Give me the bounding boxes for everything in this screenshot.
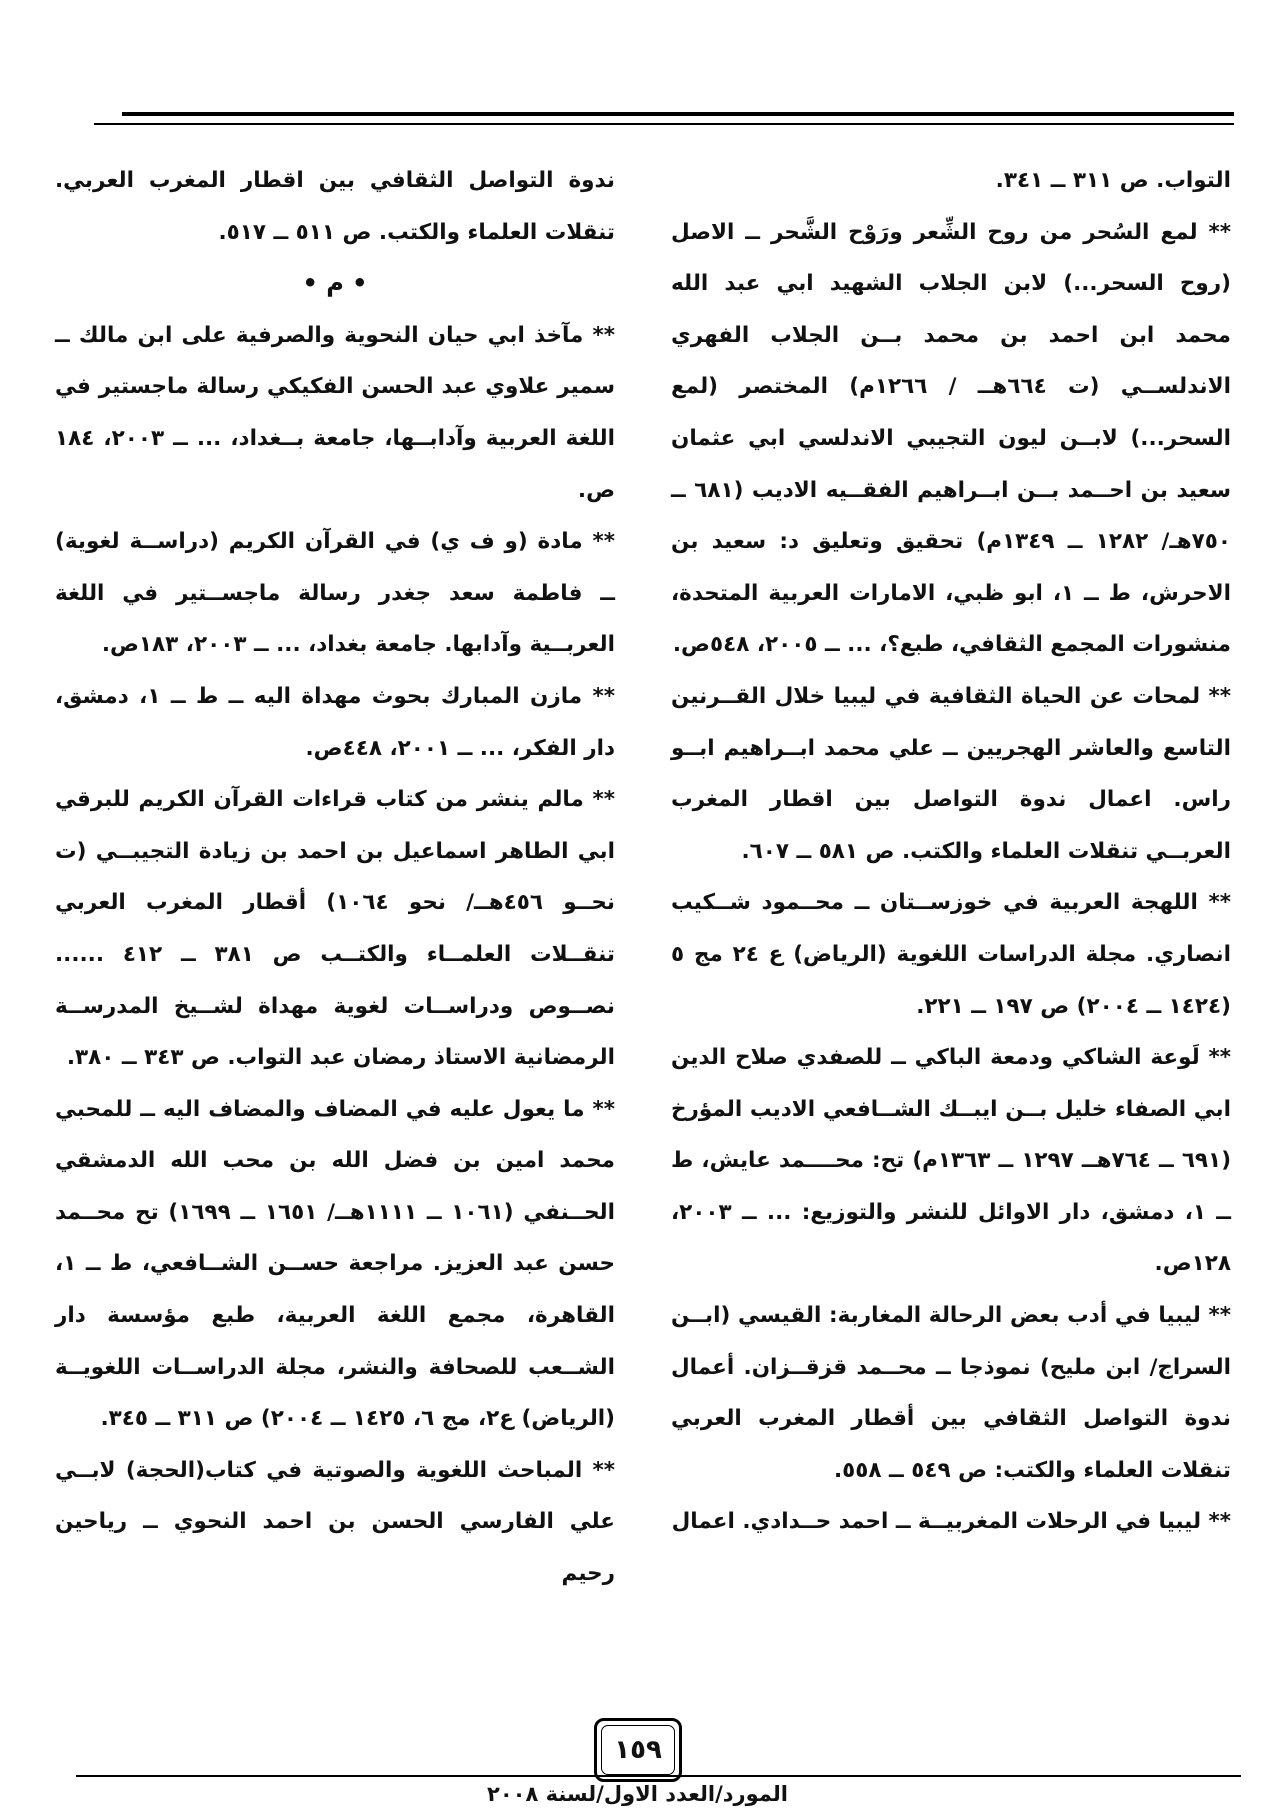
letter-heading: • م •: [302, 269, 368, 298]
entry-paragraph: ** مآخذ ابي حيان النحوية والصرفية على ابن مالك ــ سمير علاوي عبد الحسن الفكيكي رسالة ماجستير في اللغة العربية وآدابــها، جامعة بــغداد، ... ــ ٢٠٠٣، ١٨٤ ص.: [55, 322, 615, 503]
journal-footer: المورد/العدد الاول/لسنة ٢٠٠٨: [487, 1782, 788, 1806]
entry-paragraph: ** لمحات عن الحياة الثقافية في ليبيا خلال القــرنين التاسع والعاشر الهجريين ــ علي محمد ابــراهيم ابــو راس. اعمال ندوة التواصل بين اقطار المغرب العربــي تنقلات العلماء والكتب. ص ٥٨١ ــ ٦٠٧.: [671, 683, 1231, 864]
entry-paragraph: ** اللهجة العربية في خوزســتان ــ محــمود شــكيب انصاري. مجلة الدراسات اللغوية (الرياض) ع ٢٤ مج ٥ (١٤٢٤ ــ ٢٠٠٤) ص ١٩٧ ــ ٢٢١.: [671, 890, 1231, 1019]
entry-paragraph: ** ليبيا في الرحلات المغربيــة ــ احمد حــدادي. اعمال: [671, 1509, 1231, 1535]
entry-paragraph: ** ليبيا في أدب بعض الرحالة المغاربة: القيسي (ابــن السراج/ ابن مليح) نموذجا ــ محــمد قزقــزان. أعمال ندوة التواصل الثقافي بين أقطار المغرب العربي تنقلات العلماء والكتب: ص ٥٤٩ ــ ٥٥٨.: [671, 1303, 1231, 1483]
entry-paragraph: ** مازن المبارك بحوث مهداة اليه ــ ط ــ ١، دمشق، دار الفكر، ... ــ ٢٠٠١، ٤٤٨ص.: [55, 683, 615, 761]
entry-paragraph: ** لمع السُحر من روح الشِّعر ورَوْح الشَّحر ــ الاصل (روح السحر...) لابن الجلاب الشهيد ابي عبد الله محمد ابن احمد بن محمد بــن الجلاب الفهري الاندلســي (ت ٦٦٤هــ / ١٢٦٦م) المختصر (لمع السحر...) لابــن ليون التجيبي الاندلسي ابي عثمان سعيد بن احــمد بــن ابــراهيم الفقــيه الاديب (٦٨١ ــ ٧٥٠هـ/ ١٢٨٢ ــ ١٣٤٩م) تحقيق وتعليق د: سعيد بن الاحرش، ط ــ ١، ابو ظبي، الامارات العربية المتحدة، منشورات المجمع الثقافي، طبع؟، ... ــ ٢٠٠٥، ٥٤٨ص.: [671, 219, 1231, 658]
entry-continuation: ندوة التواصل الثقافي بين اقطار المغرب العربي. تنقلات العلماء والكتب. ص ٥١١ ــ ٥١٧.: [55, 168, 615, 245]
right-column: [671, 155, 1231, 1548]
entry-paragraph: ** لَوعة الشاكي ودمعة الباكي ــ للصفدي صلاح الدين ابي الصفاء خليل بــن ايبــك الشــافعي الاديب المؤرخ (٦٩١ ــ ٧٦٤هــ ١٢٩٧ ــ ١٣٦٣م) تح: محــــمد عايش، ط ــ ١، دمشق، دار الاوائل للنشر والتوزيع: ... ــ ٢٠٠٣، ١٢٨ص.: [671, 1045, 1232, 1277]
entry-paragraph: ** المباحث اللغوية والصوتية في كتاب(الحجة) لابــي علي الفارسي الحسن بن احمد النحوي ــ رياحين رحيم: [55, 1457, 615, 1587]
entry-paragraph: التواب. ص ٣١١ ــ ٣٤١.: [995, 168, 1231, 193]
entry-paragraph: ** مالم ينشر من كتاب قراءات القرآن الكريم للبرقي ابي الطاهر اسماعيل بن احمد بن زيادة التجيبــي (ت نحــو ٤٥٦هــ/ نحو ١٠٦٤) أقطار المغرب العربي تنقــلات العلمــاء والكتــب ص ٣٨١ ــ ٤١٢ ...... نصــوص ودراســات لغوية مهداة لشــيخ المدرســة الرمضانية الاستاذ رمضان عبد التواب. ص ٣٤٣ ــ ٣٨٠.: [55, 787, 616, 1071]
header-rule-thin: [94, 123, 1234, 125]
entry-paragraph: ** مادة (و ف ي) في القرآن الكريم (دراســة لغوية) ــ فاطمة سعد جغدر رسالة ماجســتير في اللغة العربــية وآدابها. جامعة بغداد، ... ــ ٢٠٠٣، ١٨٣ص.: [55, 529, 615, 658]
footer-rule: [76, 1775, 1241, 1777]
left-column: [55, 155, 615, 1600]
entry-paragraph: ** ما يعول عليه في المضاف والمضاف اليه ــ للمحبي محمد امين بن فضل الله بن محب الله الدمشقي الحــنفي (١٠٦١ ــ ١١١١هــ/ ١٦٥١ ــ ١٦٩٩) تح محــمد حسن عبد العزيز. مراجعة حســن الشــافعي، ط ــ ١، القاهرة، مجمع اللغة العربية، طبع مؤسسة دار الشــعب للصحافة والنشر، مجلة الدراســات اللغويــة (الرياض) ع٢، مج ٦، ١٤٢٥ ــ ٢٠٠٤) ص ٣١١ ــ ٣٤٥.: [55, 1096, 616, 1432]
page-number: ١٥٩: [594, 1718, 682, 1782]
header-rule-thick: [122, 112, 1234, 116]
